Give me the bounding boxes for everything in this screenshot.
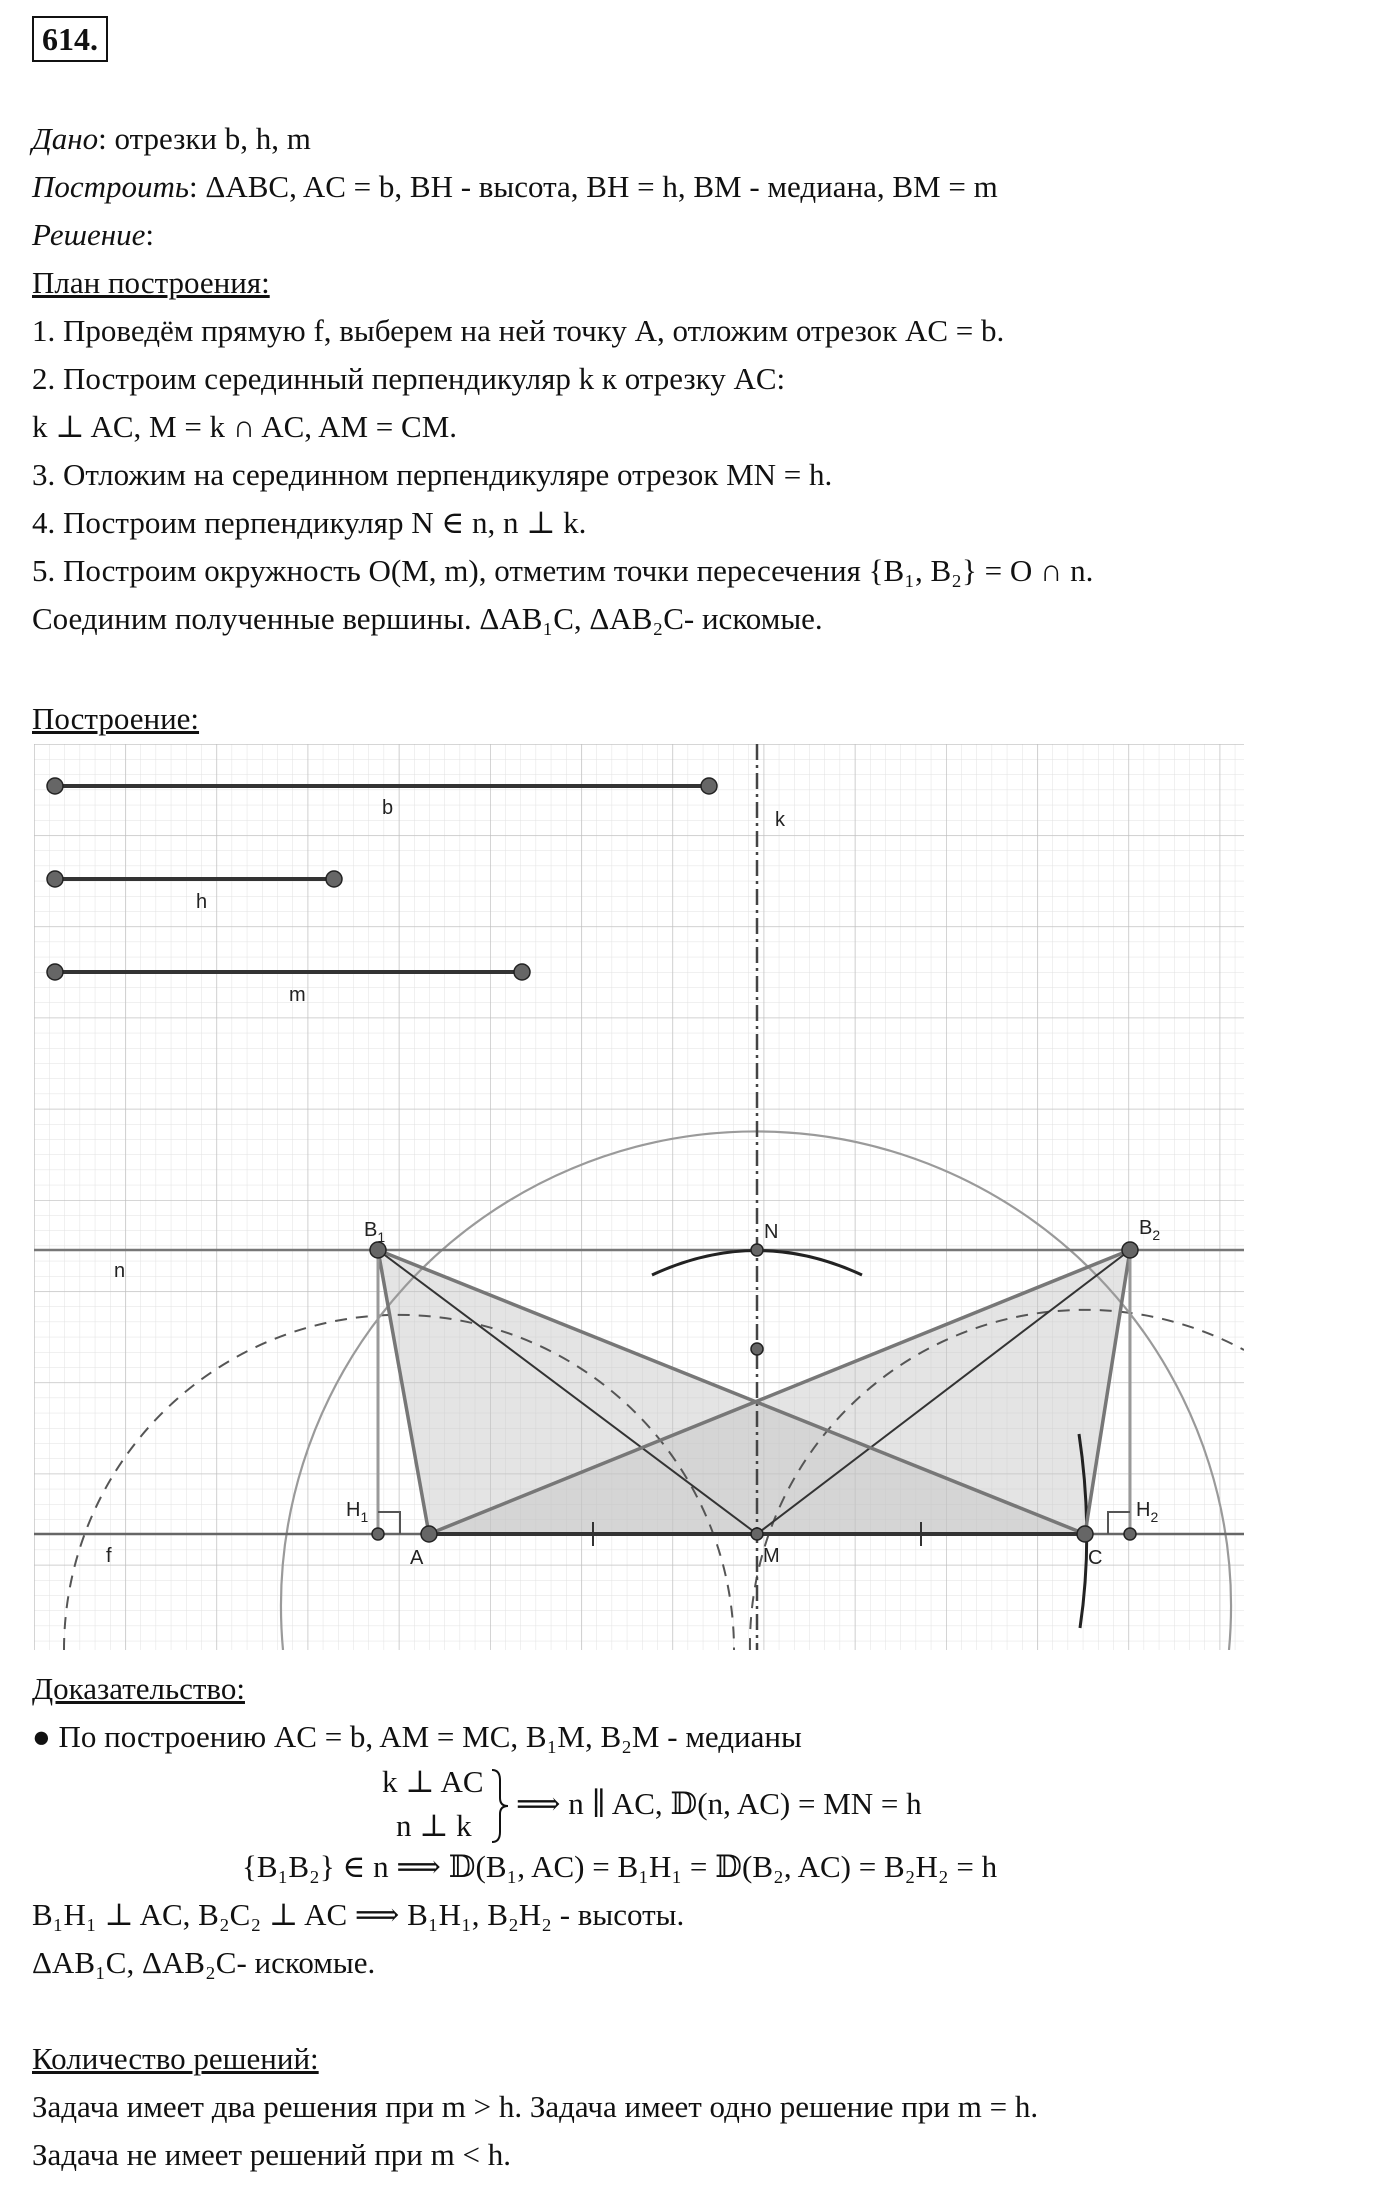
label-m: m [289, 984, 306, 1006]
label-b2: $B_2$ [1139, 1217, 1161, 1243]
proof-line-3: {B₁B₂} ∈ n ⟹ 𝔻(B₁, AC) = B₁H₁ = 𝔻(B₂, AC) = B₂H₂ = h [242, 1849, 998, 1884]
label-m-point: M [763, 1545, 780, 1567]
solution-text: : [145, 217, 154, 252]
label-b: b [382, 797, 394, 819]
plan-step-1: 1. Проведём прямую f, выберем на ней точку A, отложим отрезок AC = b. [32, 313, 1005, 348]
label-n: n [114, 1260, 126, 1282]
label-h: h [196, 891, 208, 913]
point-m-end [514, 964, 530, 980]
proof-line-4: B₁H₁ ⊥ AC, B₂C₂ ⊥ AC ⟹ B₁H₁, B₂H₂ - высоты. [32, 1897, 685, 1932]
solution-line [32, 211, 154, 259]
label-h2: $H_2$ [1136, 1499, 1159, 1525]
plan-step-4: 4. Построим перпендикуляр N ∈ n, n ⊥ k. [32, 505, 587, 540]
point-a [421, 1526, 437, 1542]
construct-label: Построить [32, 169, 190, 204]
plan-conclusion: Соединим полученные вершины. ΔAB₁C, ΔAB₂C- искомые. [32, 601, 823, 636]
label-h1: $H_1$ [346, 1499, 369, 1525]
plan-step-5: 5. Построим окружность O(M, m), отметим точки пересечения {B₁, B₂} = O ∩ n. [32, 553, 1094, 588]
proof-brace-bottom: n ⊥ k [396, 1808, 472, 1843]
construct-line [32, 163, 998, 211]
point-n [751, 1244, 763, 1256]
plan-step-3: 3. Отложим на серединном перпендикуляре отрезок MN = h. [32, 457, 833, 492]
point-m [751, 1528, 763, 1540]
proof-brace-result: ⟹ n ∥ AC, 𝔻(n, AC) = MN = h [516, 1786, 922, 1821]
proof-line-1: ● По построению AC = b, AM = MC, B₁M, B₂M - медианы [32, 1719, 802, 1754]
brace-icon [490, 1768, 512, 1844]
label-c: C [1088, 1547, 1103, 1569]
construct-text: : ΔABC, AC = b, BH - высота, BH = h, BM - медиана, BM = m [189, 169, 998, 204]
plan-step-2-formula: k ⊥ AC, M = k ∩ AC, AM = CM. [32, 409, 458, 444]
point-intersection [751, 1343, 763, 1355]
label-k: k [775, 809, 785, 831]
point-h2 [1124, 1528, 1136, 1540]
problem-number: 614. [32, 16, 108, 62]
proof-brace-top: k ⊥ AC [382, 1764, 484, 1799]
given-label: Дано [32, 121, 99, 156]
point-b-end [701, 778, 717, 794]
point-b2 [1122, 1242, 1138, 1258]
construction-figure [34, 744, 1244, 1650]
point-h1 [372, 1528, 384, 1540]
count-line-2: Задача не имеет решений при m < h. [32, 2137, 511, 2172]
construction-title: Построение: [32, 701, 200, 736]
point-c [1077, 1526, 1093, 1542]
label-b1: $B_1$ [364, 1219, 386, 1245]
given-text: : отрезки b, h, m [98, 121, 311, 156]
label-n-point: N [764, 1221, 779, 1243]
solution-label: Решение [32, 217, 146, 252]
point-m-start [47, 964, 63, 980]
proof-line-5: ΔAB₁C, ΔAB₂C- искомые. [32, 1945, 376, 1980]
point-h-start [47, 871, 63, 887]
count-title: Количество решений: [32, 2041, 319, 2076]
proof-title: Доказательство: [32, 1671, 245, 1706]
count-line-1: Задача имеет два решения при m > h. Задача имеет одно решение при m = h. [32, 2089, 1039, 2124]
plan-title: План построения: [32, 265, 270, 300]
plan-step-2: 2. Построим серединный перпендикуляр k к отрезку AC: [32, 361, 786, 396]
label-f: f [106, 1545, 112, 1567]
point-h-end [326, 871, 342, 887]
given-line [32, 115, 311, 163]
label-a: A [410, 1547, 424, 1569]
point-b-start [47, 778, 63, 794]
